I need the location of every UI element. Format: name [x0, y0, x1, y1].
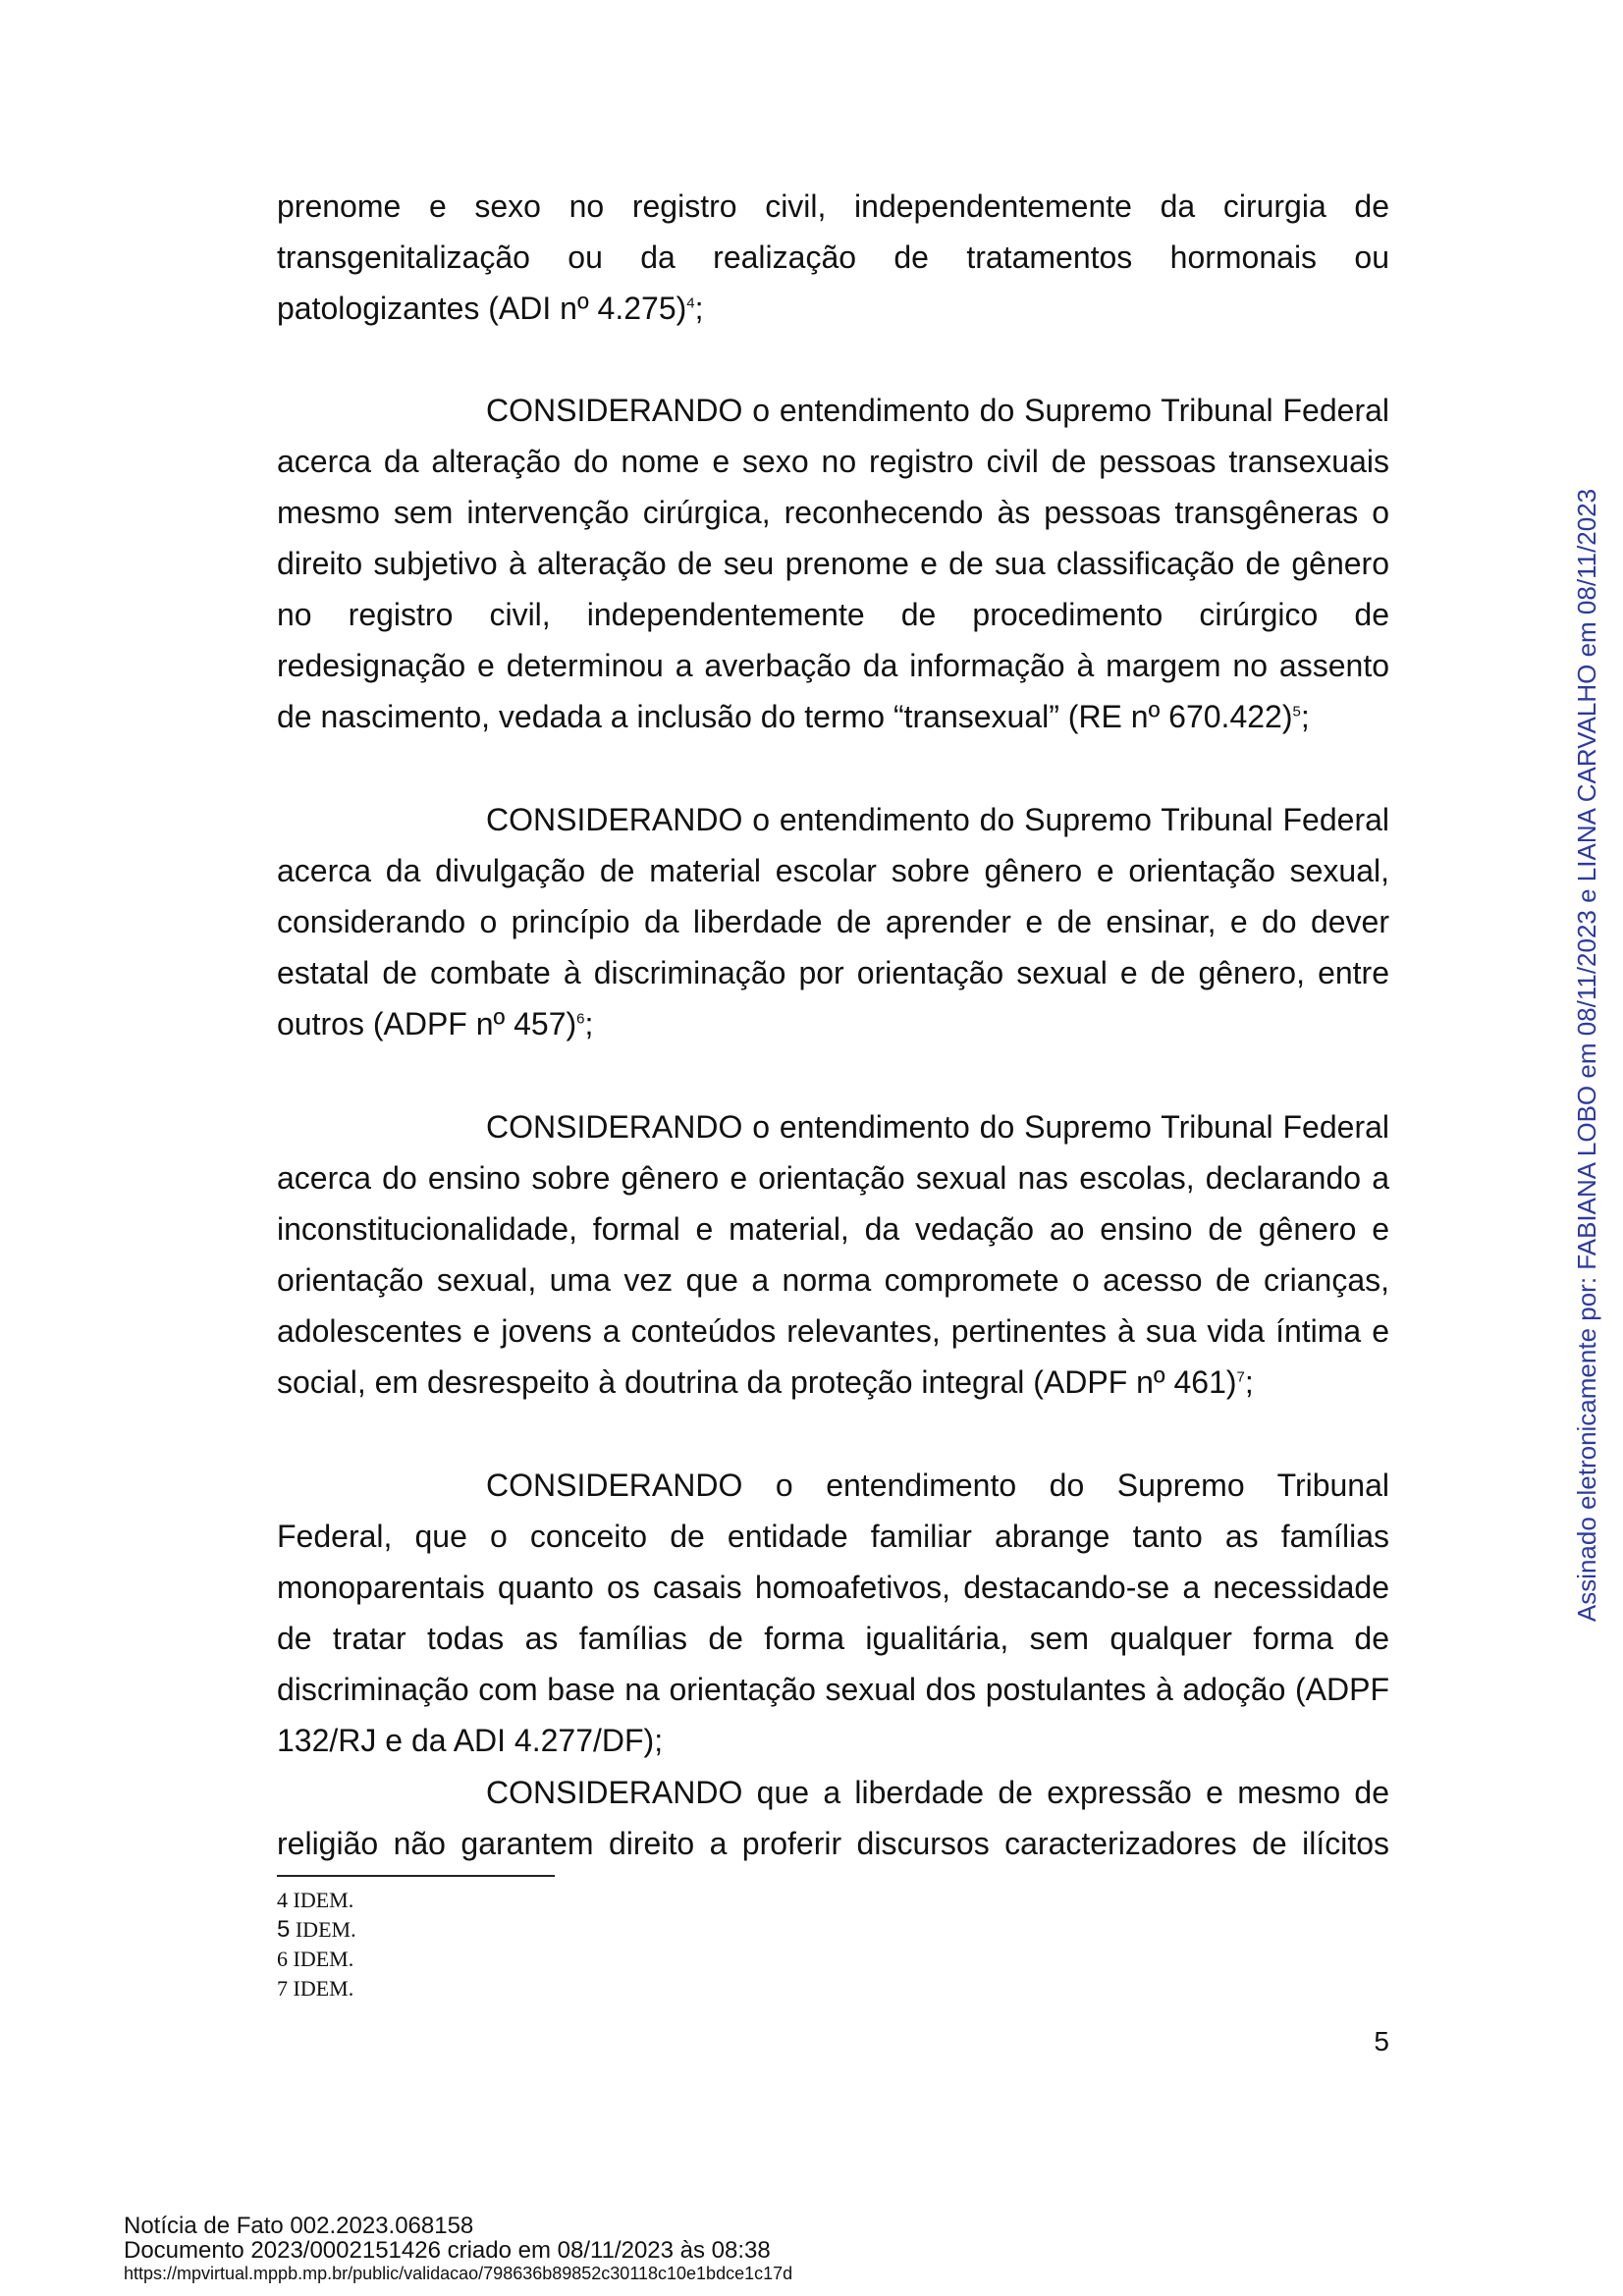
page-number: 5: [1374, 2026, 1389, 2056]
footnotes: [277, 1886, 356, 2003]
footnote-text: IDEM.: [293, 1947, 354, 1971]
punctuation: ;: [694, 291, 704, 326]
footnote-ref: 7: [1236, 1368, 1245, 1386]
footnote-number: 4: [277, 1888, 288, 1912]
punctuation: ;: [584, 1006, 594, 1041]
footnote-number: 7: [277, 1976, 288, 2001]
punctuation: ;: [1300, 699, 1310, 734]
footer-document-id: Documento 2023/0002151426 criado em 08/11/2023 às 08:38: [124, 2237, 771, 2264]
paragraph-text: prenome e sexo no registro civil, independentemente da cirurgia de transgenitalização ou da realização de tratamentos hormonais ou patologizantes (ADI nº 4.275): [277, 188, 1389, 326]
footnote-text: IDEM.: [295, 1917, 356, 1942]
footnote-ref: 4: [686, 294, 695, 312]
footnote: [277, 1974, 356, 2003]
footer-validation-link[interactable]: https://mpvirtual.mppb.mp.br/public/validacao/798636b89852c30118c10e1bdce1c17d: [124, 2264, 793, 2283]
paragraph-text: CONSIDERANDO o entendimento do Supremo Tribunal Federal acerca do ensino sobre gênero e orientação sexual nas escolas, declarando a inconstitucionalidade, formal e material, da vedação ao ensino de gênero e orientação sexual, uma vez que a norma compromete o acesso de crianças, adolescentes e jovens a conteúdos relevantes, pertinentes à sua vida íntima e social, em desrespeito à doutrina da proteção integral (ADPF nº 461): [277, 1109, 1389, 1400]
paragraph-text: CONSIDERANDO o entendimento do Supremo Tribunal Federal acerca da alteração do nome e sexo no registro civil de pessoas transexuais mesmo sem intervenção cirúrgica, reconhecendo às pessoas transgêneras o direito subjetivo à alteração de seu prenome e de sua classificação de gênero no registro civil, independentemente de procedimento cirúrgico de redesignação e determinou a averbação da informação à margem no assento de nascimento, vedada a inclusão do termo “transexual” (RE nº 670.422): [277, 393, 1389, 734]
footnote-number: 6: [277, 1947, 288, 1971]
paragraph-considerando-name-change: [277, 385, 1389, 742]
punctuation: ;: [1244, 1364, 1254, 1400]
paragraph-continuation: [277, 181, 1389, 334]
footnote-separator: [277, 1875, 555, 1877]
document-footer: [124, 2214, 792, 2284]
paragraph-considerando-school-material: [277, 794, 1389, 1049]
footnote: [277, 1945, 356, 1974]
footnote-text: IDEM.: [293, 1976, 354, 2001]
footnote-ref: 6: [576, 1010, 585, 1028]
paragraph-considerando-teaching: [277, 1101, 1389, 1408]
paragraph-considerando-expression: CONSIDERANDO que a liberdade de expressão e mesmo de religião não garantem direito a proferir discursos caracterizadores de ilícitos: [277, 1775, 1389, 1861]
footnote-text: IDEM.: [293, 1888, 354, 1912]
footnote-number: 5: [277, 1916, 291, 1943]
footnote: [277, 1915, 356, 1945]
footer-case-number: Notícia de Fato 002.2023.068158: [124, 2213, 474, 2239]
paragraph-text: CONSIDERANDO o entendimento do Supremo Tribunal Federal acerca da divulgação de material escolar sobre gênero e orientação sexual, considerando o princípio da liberdade de aprender e de ensinar, e do dever estatal de combate à discriminação por orientação sexual e de gênero, entre outros (ADPF nº 457): [277, 802, 1389, 1041]
paragraph-considerando-family: CONSIDERANDO o entendimento do Supremo Tribunal Federal, que o conceito de entidade familiar abrange tanto as famílias monoparentais quanto os casais homoafetivos, destacando-se a necessidade de tratar todas as famílias de forma igualitária, sem qualquer forma de discriminação com base na orientação sexual dos postulantes à adoção (ADPF 132/RJ e da ADI 4.277/DF);: [277, 1468, 1389, 1758]
electronic-signature-stamp: Assinado eletronicamente por: FABIANA LOBO em 08/11/2023 e LIANA CARVALHO em 08/11/2023: [1572, 488, 1601, 1623]
footnote: [277, 1886, 356, 1915]
footnote-ref: 5: [1292, 703, 1301, 721]
